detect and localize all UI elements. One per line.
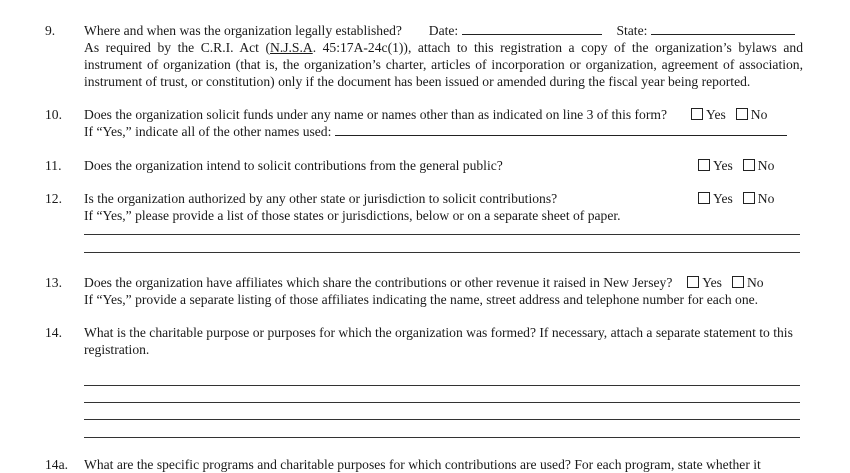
checkbox[interactable] xyxy=(698,159,710,171)
yes-option[interactable] xyxy=(698,157,733,174)
yes-label: Yes xyxy=(713,191,733,206)
checkbox[interactable] xyxy=(743,159,755,171)
text-segment: . 45:17A-24c(1)), attach to this registration a copy of the organization’s bylaws and xyxy=(312,40,803,55)
state-label: State: xyxy=(616,23,648,38)
question-10-sub xyxy=(84,123,803,140)
yes-label: Yes xyxy=(713,158,733,173)
question-text: Where and when was the organization legally established? xyxy=(84,23,402,38)
question-14-line-1: What is the charitable purpose or purposes for which the organization was formed? If necessary, attach a separate statement to this xyxy=(84,325,793,340)
checkbox[interactable] xyxy=(743,192,755,204)
question-number: 13. xyxy=(45,275,62,290)
question-12-sub: If “Yes,” please provide a list of those states or jurisdictions, below or on a separate sheet of paper. xyxy=(84,208,621,223)
date-label: Date: xyxy=(428,23,459,38)
question-number: 9. xyxy=(45,23,56,38)
question-9-line-4: instrument of trust, or constitution) only if the document has been issued or amended during the fiscal year being reported. xyxy=(84,74,751,89)
statute-reference: N.J.S.A xyxy=(270,40,313,55)
no-label: No xyxy=(757,191,775,206)
answer-line[interactable] xyxy=(84,402,800,403)
answer-line[interactable] xyxy=(84,437,800,438)
question-14-line-2: registration. xyxy=(84,342,150,357)
no-label: No xyxy=(757,158,775,173)
question-number: 14. xyxy=(45,325,62,340)
yes-option[interactable] xyxy=(687,274,722,291)
checkbox[interactable] xyxy=(691,108,703,120)
yes-option[interactable] xyxy=(698,190,733,207)
question-number: 14a. xyxy=(45,457,69,472)
other-names-label: If “Yes,” indicate all of the other names used: xyxy=(84,124,332,139)
text-segment: As required by the C.R.I. Act ( xyxy=(84,40,271,55)
no-option[interactable] xyxy=(732,274,764,291)
state-field[interactable] xyxy=(651,22,795,35)
checkbox[interactable] xyxy=(736,108,748,120)
question-number: 11. xyxy=(45,158,62,173)
yes-label: Yes xyxy=(706,107,726,122)
question-text: Does the organization have affiliates which share the contributions or other revenue it raised in New Jersey? xyxy=(84,275,673,290)
question-14a-line-1: What are the specific programs and charitable purposes for which contributions are used? For each program, state whether it xyxy=(84,457,761,472)
question-11-options xyxy=(698,157,774,174)
date-field[interactable] xyxy=(462,22,602,35)
question-9-line-1 xyxy=(84,22,803,39)
no-option[interactable] xyxy=(736,106,768,123)
question-10-options xyxy=(691,106,767,123)
question-9-line-3: instrument of organization (that is, the organization’s charter, articles of incorporation or organization, agreement of association, xyxy=(84,57,803,72)
no-label: No xyxy=(750,107,768,122)
question-text: Does the organization solicit funds under any name or names other than as indicated on line 3 of this form? xyxy=(84,107,667,122)
checkbox[interactable] xyxy=(687,276,699,288)
no-option[interactable] xyxy=(743,157,775,174)
answer-line[interactable] xyxy=(84,252,800,253)
no-option[interactable] xyxy=(743,190,775,207)
question-text: Does the organization intend to solicit contributions from the general public? xyxy=(84,158,503,173)
yes-option[interactable] xyxy=(691,106,726,123)
other-names-field[interactable] xyxy=(335,123,787,136)
question-12-options xyxy=(698,190,774,207)
question-number: 10. xyxy=(45,107,62,122)
answer-line[interactable] xyxy=(84,419,800,420)
question-9-line-2 xyxy=(84,39,803,56)
checkbox[interactable] xyxy=(732,276,744,288)
answer-line[interactable] xyxy=(84,234,800,235)
answer-line[interactable] xyxy=(84,385,800,386)
question-text: Is the organization authorized by any other state or jurisdiction to solicit contributions? xyxy=(84,191,558,206)
question-13-line-1 xyxy=(84,274,803,291)
question-number: 12. xyxy=(45,191,62,206)
question-13-sub: If “Yes,” provide a separate listing of those affiliates indicating the name, street address and telephone number for each one. xyxy=(84,292,759,307)
checkbox[interactable] xyxy=(698,192,710,204)
yes-label: Yes xyxy=(702,275,722,290)
no-label: No xyxy=(746,275,764,290)
